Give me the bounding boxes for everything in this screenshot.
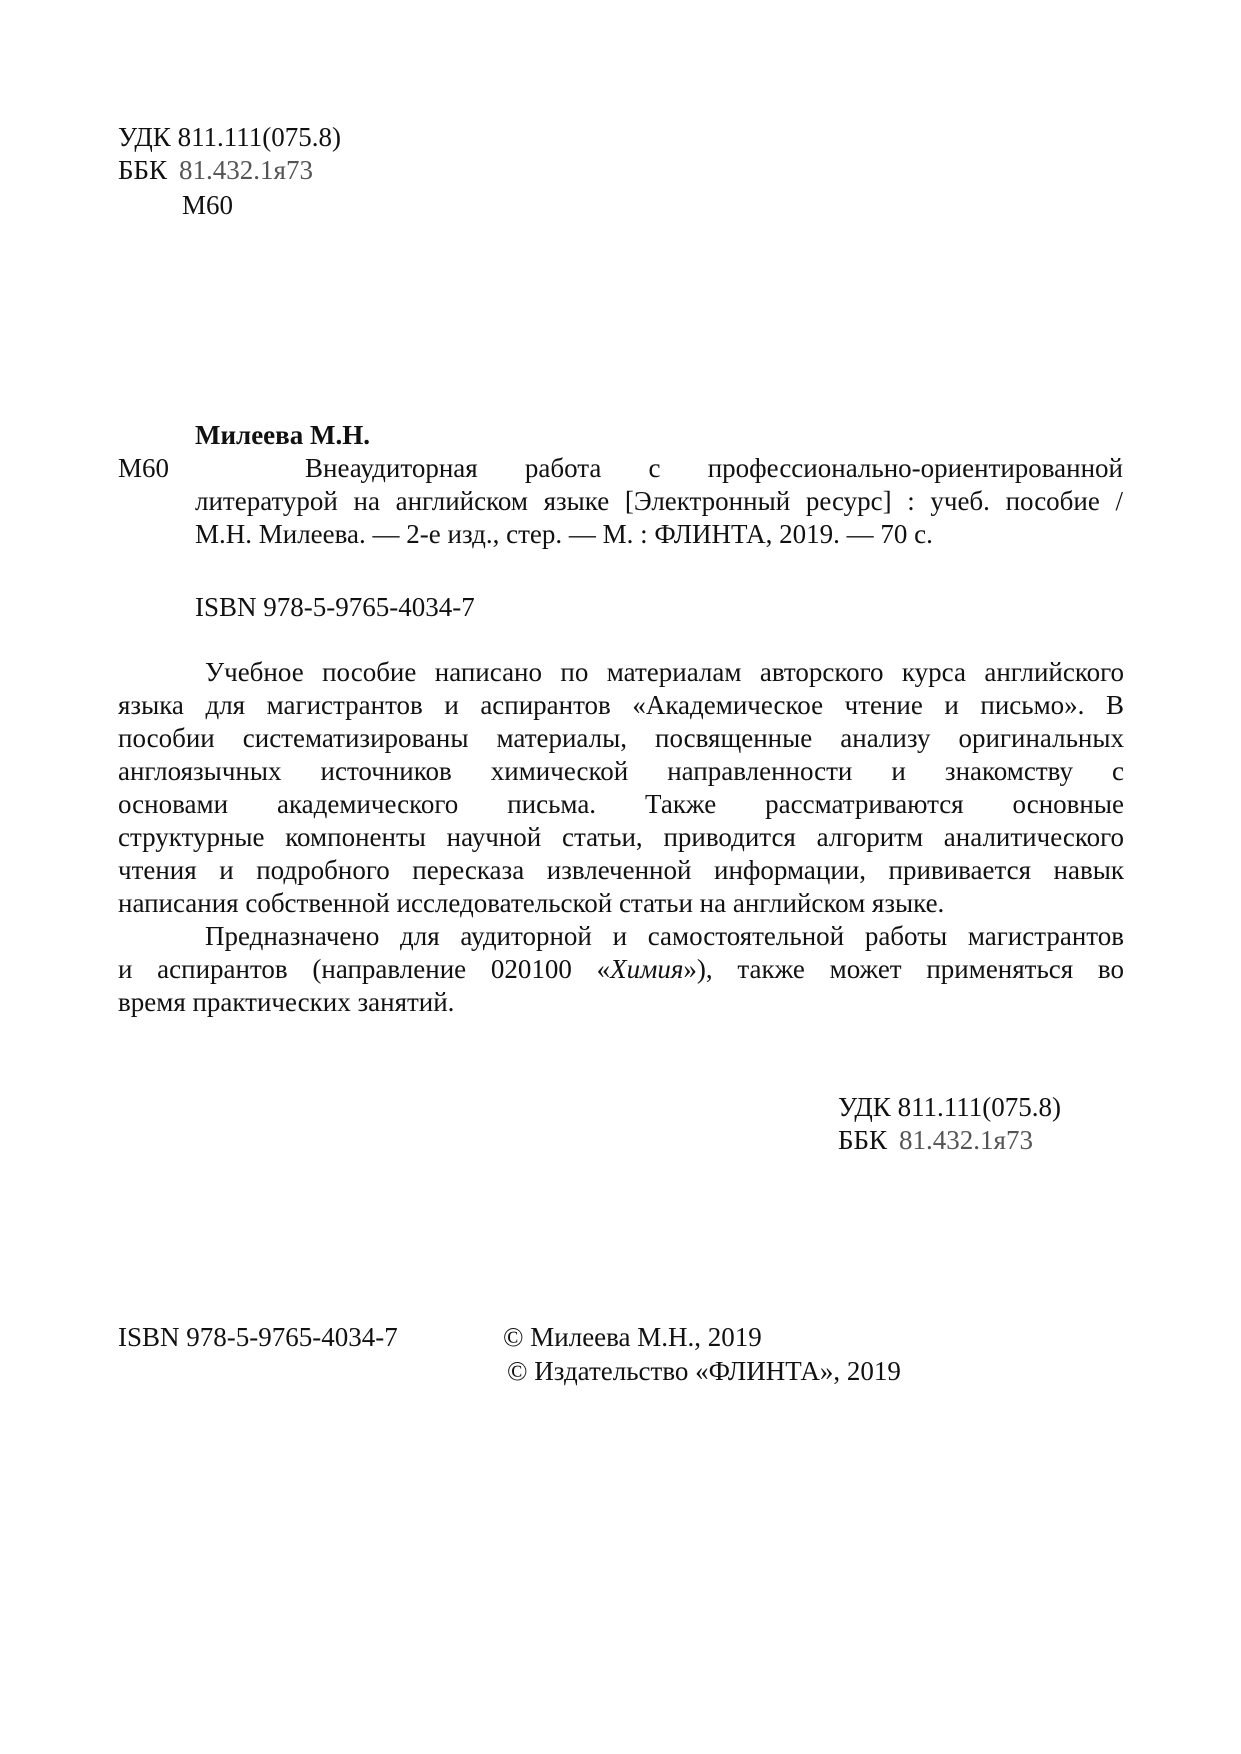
annotation-text: »), также может применяться во (683, 954, 1124, 984)
annotation-line (118, 953, 1124, 986)
record-author-sign: М60 (118, 453, 170, 483)
annotation-line: структурные компоненты научной статьи, приводится алгоритм аналитического (118, 822, 1124, 852)
bib-line: М.Н. Милеева. — 2-е изд., стер. — М. : ФЛИНТА, 2019. — 70 с. (195, 519, 933, 549)
annotation-line: время практических занятий. (118, 987, 455, 1017)
bbk-label: ББК (838, 1125, 888, 1155)
annotation-line: Учебное пособие написано по материалам авторского курса английского (205, 657, 1124, 687)
annotation-text: и аспирантов (направление 020100 « (118, 954, 611, 984)
bbk-index (118, 154, 313, 187)
annotation-line: чтения и подробного пересказа извлеченной информации, прививается навык (118, 855, 1124, 885)
annotation (118, 656, 1124, 1019)
annotation-line: пособии систематизированы материалы, посвященные анализу оригинальных (118, 723, 1124, 753)
author-sign: М60 (182, 190, 234, 220)
isbn: ISBN 978-5-9765-4034-7 (195, 592, 475, 622)
bibliographic-description (195, 452, 1123, 551)
bbk-value: 81.432.1я73 (899, 1125, 1033, 1155)
copyright-author: © Милеева М.Н., 2019 (503, 1322, 762, 1352)
annotation-line: основами академического письма. Также рассматриваются основные (118, 789, 1124, 819)
bib-line: Внеаудиторная работа с профессионально-ориентированной (305, 453, 1123, 483)
annotation-line: Предназначено для аудиторной и самостоятельной работы магистрантов (205, 921, 1124, 951)
annotation-line: языка для магистрантов и аспирантов «Академическое чтение и письмо». В (118, 690, 1124, 720)
bbk-label: ББК (118, 155, 168, 185)
bbk-index-bottom (838, 1124, 1033, 1157)
bib-line: литературой на английском языке [Электронный ресурс] : учеб. пособие / (195, 486, 1123, 516)
udk-index: УДК 811.111(075.8) (118, 122, 342, 152)
annotation-italic: Химия (610, 954, 684, 984)
copyright-publisher: © Издательство «ФЛИНТА», 2019 (507, 1356, 901, 1386)
isbn-footer: ISBN 978-5-9765-4034-7 (118, 1322, 398, 1352)
author-heading: Милеева М.Н. (195, 420, 370, 450)
annotation-line: написания собственной исследовательской статьи на английском языке. (118, 888, 945, 918)
bbk-value: 81.432.1я73 (179, 155, 313, 185)
udk-index-bottom: УДК 811.111(075.8) (838, 1092, 1062, 1122)
annotation-line: англоязычных источников химической направленности и знакомству с (118, 756, 1124, 786)
